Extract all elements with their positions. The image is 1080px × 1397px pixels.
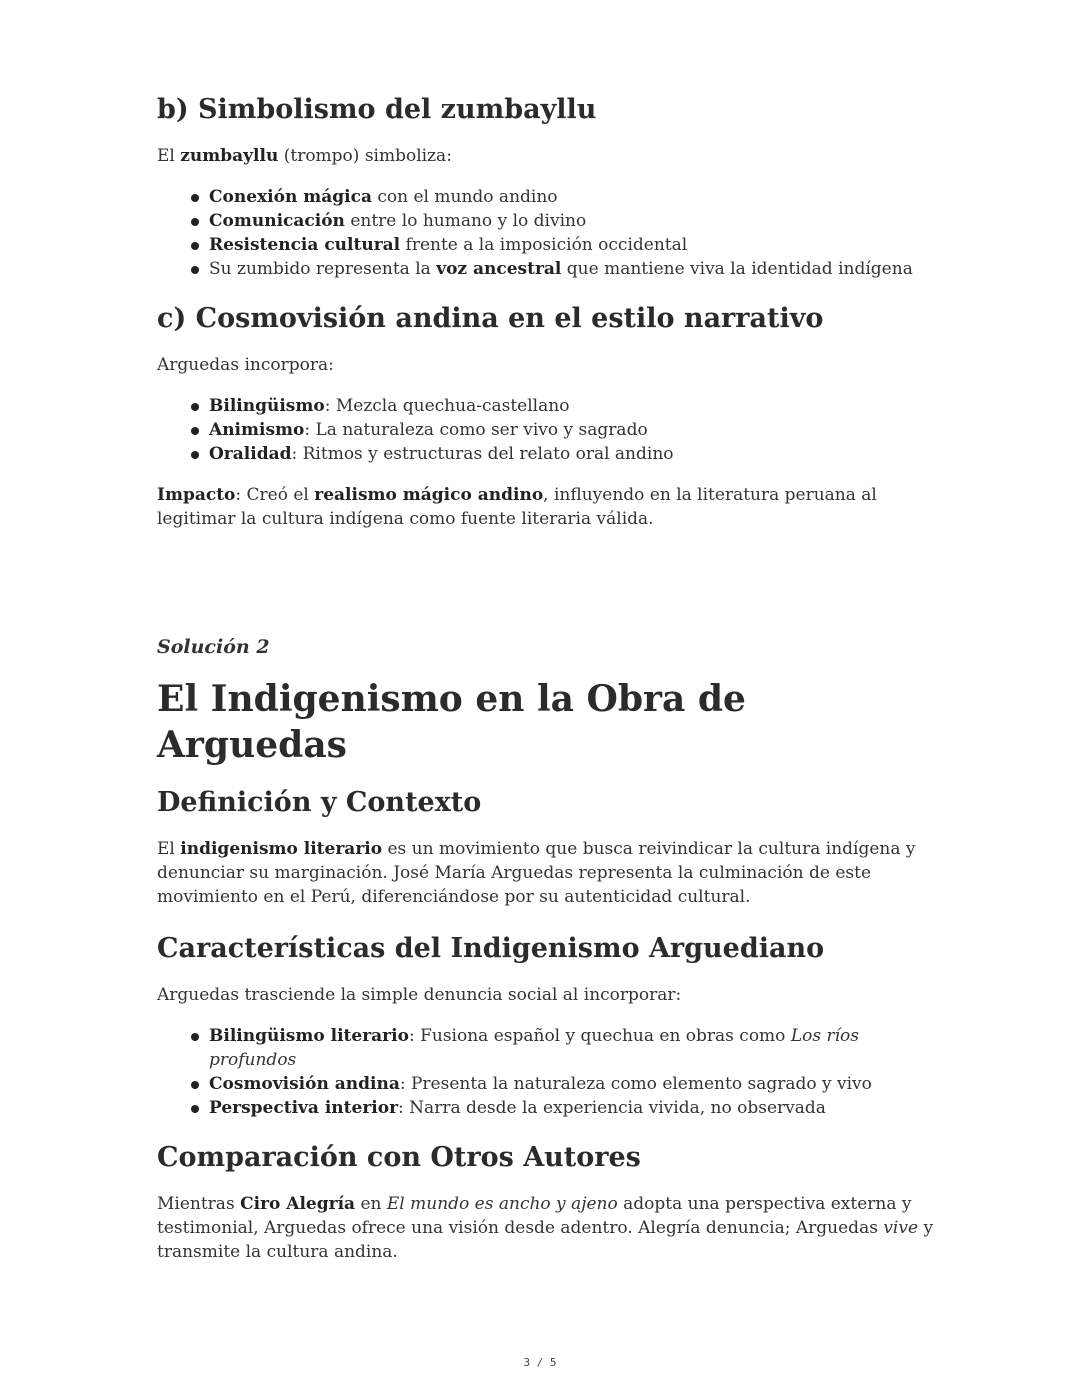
text: (trompo) simboliza: <box>278 146 452 166</box>
text: con el mundo andino <box>371 187 558 207</box>
text: El <box>157 146 181 166</box>
comparison-heading: Comparación con Otros Autores <box>157 1142 641 1173</box>
text: , influyendo en la literatura peruana al legitimar la cultura indígena como fuente literaria válida. <box>157 485 877 529</box>
list-item <box>209 394 937 418</box>
text: Su zumbido representa la <box>209 259 437 279</box>
bold-term: indigenismo literario <box>180 839 383 859</box>
italic-word: vive <box>883 1218 919 1238</box>
bold-term: Oralidad <box>209 444 292 464</box>
text: : Creó el <box>235 485 315 505</box>
text: : Presenta la naturaleza como elemento sagrado y vivo <box>399 1074 872 1094</box>
characteristics-list <box>157 1024 937 1120</box>
italic-title: Los ríos profundos <box>209 1026 860 1070</box>
bold-term: Comunicación <box>209 211 345 231</box>
text: que mantiene viva la identidad indígena <box>561 259 913 279</box>
italic-title: El mundo es ancho y ajeno <box>386 1194 618 1214</box>
text: : Mezcla quechua-castellano <box>324 396 570 416</box>
list-item <box>209 209 937 233</box>
comparison-paragraph <box>157 1192 937 1264</box>
section-b-heading: b) Simbolismo del zumbayllu <box>157 94 597 125</box>
page-number: 3 / 5 <box>523 1356 557 1369</box>
list-item <box>209 1096 937 1120</box>
document-page <box>157 92 937 1264</box>
text: es un movimiento que busca reivindicar la cultura indígena y denunciar su marginación. José María Arguedas representa la culminación de este movimiento en el Perú, diferenciándose por su autenticidad cultural. <box>157 839 916 907</box>
main-title: El Indigenismo en la Obra de Arguedas <box>157 678 746 766</box>
text: adopta una perspectiva externa y testimonial, Arguedas ofrece una visión desde adentro. Alegría denuncia; Arguedas <box>157 1194 912 1238</box>
text: : La naturaleza como ser vivo y sagrado <box>304 420 648 440</box>
characteristics-heading: Características del Indigenismo Arguediano <box>157 933 825 964</box>
impact-paragraph <box>157 483 937 531</box>
text: frente a la imposición occidental <box>400 235 688 255</box>
section-c-heading: c) Cosmovisión andina en el estilo narrativo <box>157 303 824 334</box>
characteristics-intro: Arguedas trasciende la simple denuncia social al incorporar: <box>157 985 682 1005</box>
bold-term: Resistencia cultural <box>209 235 401 255</box>
bold-term: Impacto <box>157 485 236 505</box>
list-item <box>209 185 937 209</box>
list-item <box>209 257 937 281</box>
solution-label: Solución 2 <box>157 636 270 658</box>
list-item <box>209 442 937 466</box>
list-item <box>209 1024 937 1072</box>
bold-term: Ciro Alegría <box>240 1194 356 1214</box>
list-item <box>209 418 937 442</box>
bold-term: realismo mágico andino <box>314 485 544 505</box>
text: entre lo humano y lo divino <box>344 211 587 231</box>
text: : Narra desde la experiencia vivida, no observada <box>398 1098 826 1118</box>
bold-term: Bilingüismo <box>209 396 325 416</box>
section-c-list <box>157 394 937 466</box>
bold-term: zumbayllu <box>180 146 279 166</box>
text: Mientras <box>157 1194 241 1214</box>
bold-term: Cosmovisión andina <box>209 1074 400 1094</box>
text: y transmite la cultura andina. <box>157 1218 934 1262</box>
bold-term: Conexión mágica <box>209 187 372 207</box>
text: en <box>355 1194 387 1214</box>
definition-paragraph <box>157 837 937 909</box>
bold-term: Animismo <box>209 420 305 440</box>
section-c-intro: Arguedas incorpora: <box>157 355 334 375</box>
text: : Fusiona español y quechua en obras como <box>408 1026 791 1046</box>
list-item <box>209 233 937 257</box>
section-b-intro <box>157 144 937 168</box>
section-b-list <box>157 185 937 281</box>
text: : Ritmos y estructuras del relato oral andino <box>291 444 674 464</box>
bold-term: voz ancestral <box>436 259 562 279</box>
definition-heading: Definición y Contexto <box>157 787 482 818</box>
list-item <box>209 1072 937 1096</box>
bold-term: Perspectiva interior <box>209 1098 399 1118</box>
text: El <box>157 839 181 859</box>
bold-term: Bilingüismo literario <box>209 1026 409 1046</box>
